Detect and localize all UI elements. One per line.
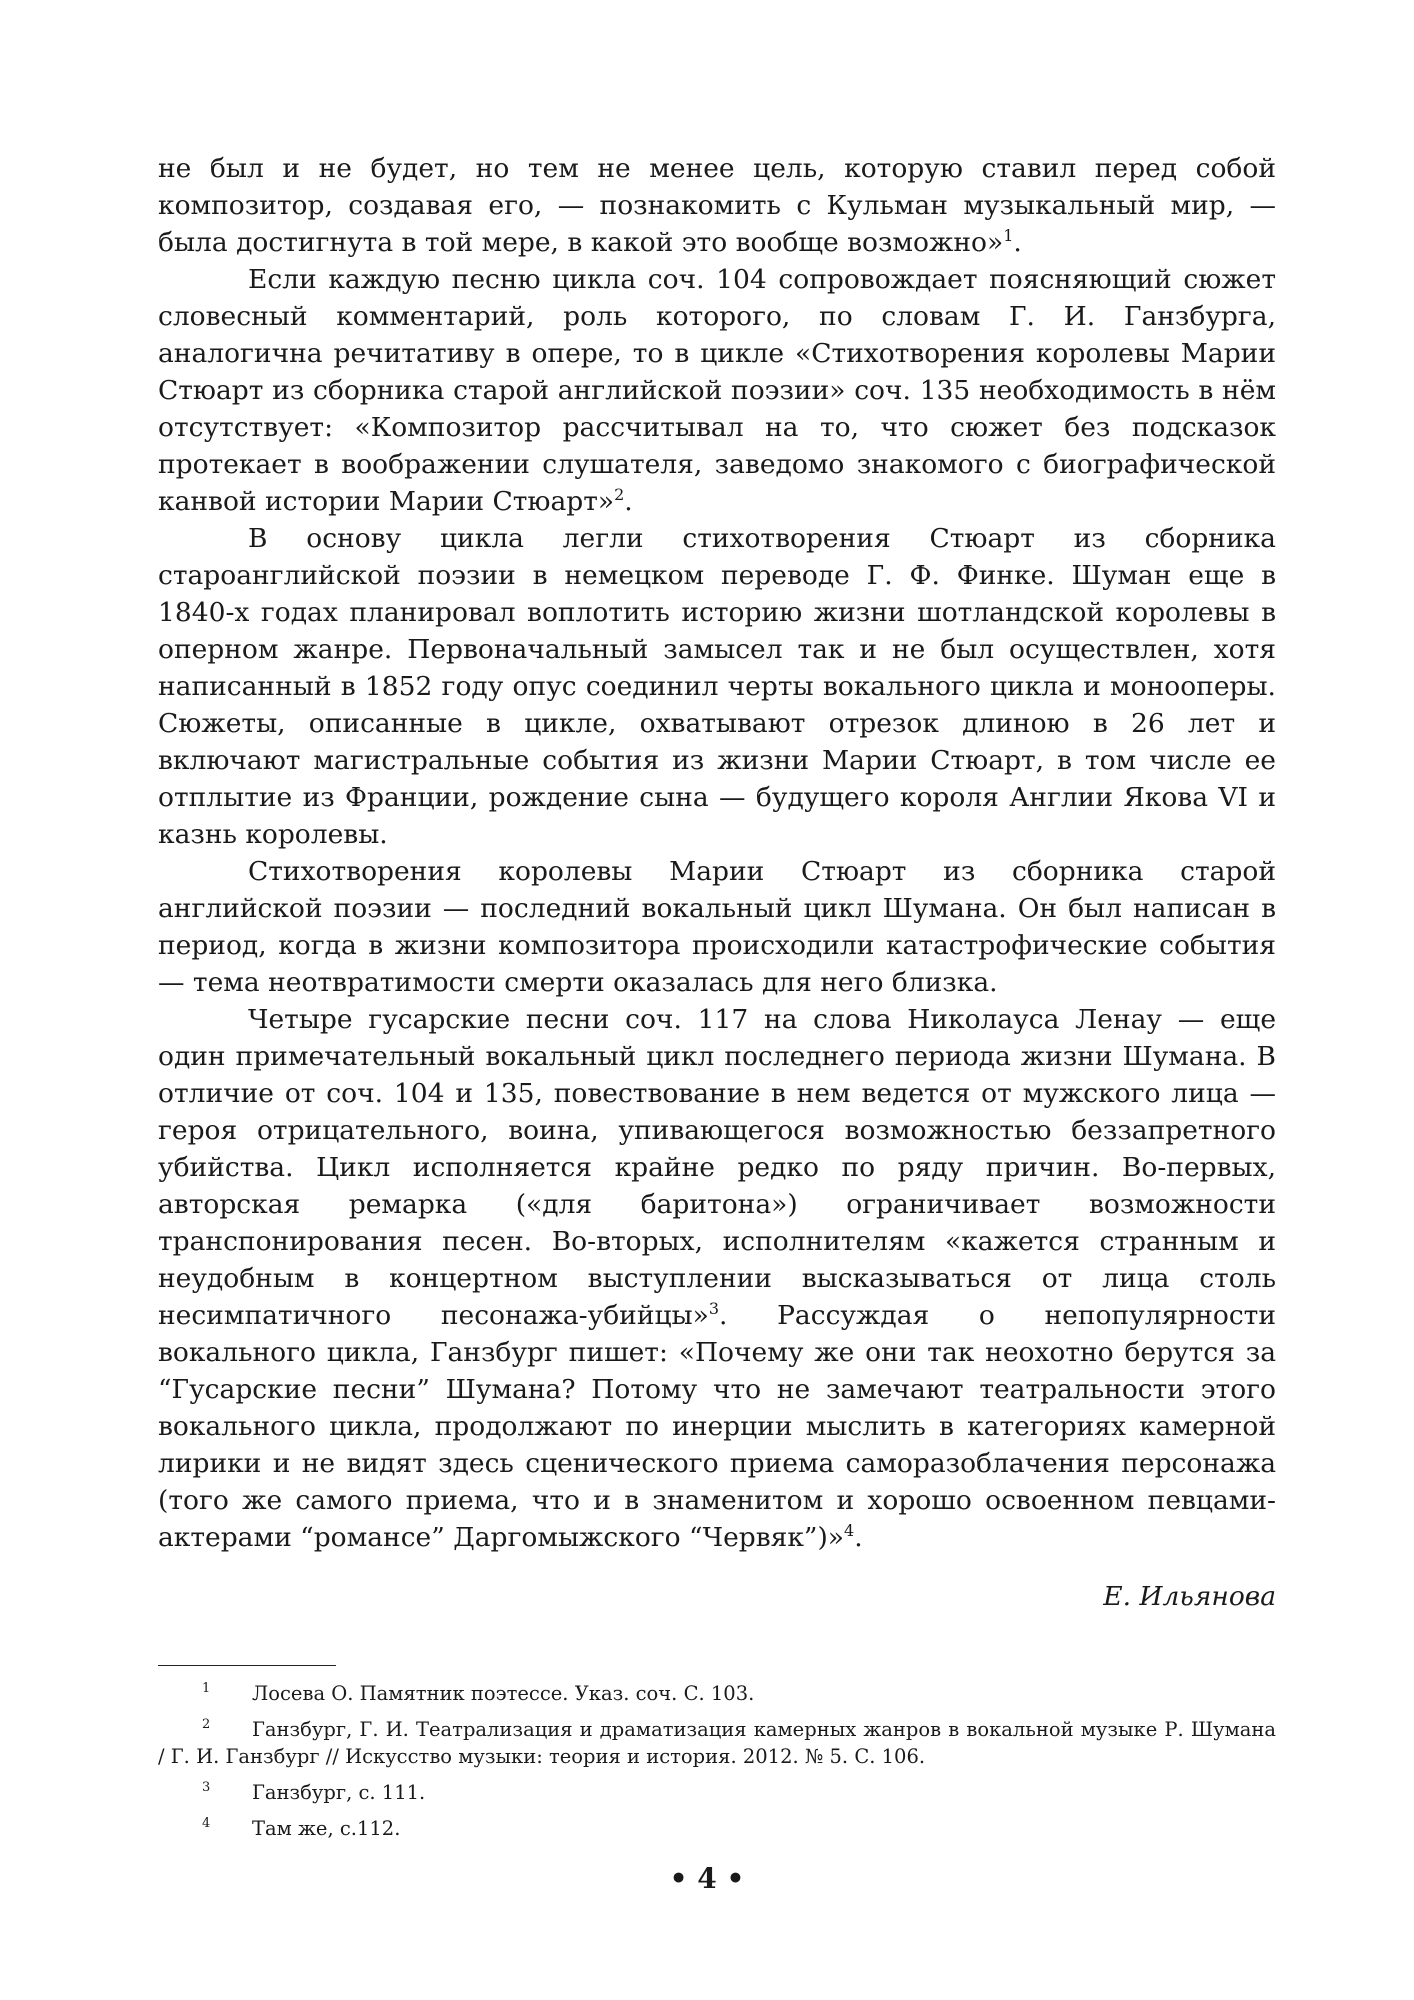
- footnote-ref-3[interactable]: 3: [708, 1299, 720, 1319]
- paragraph-2: Если каждую песню цикла соч. 104 сопровождает поясняющий сюжет словесный комментарий, роль которого, по словам Г. И. Ганзбурга, аналогична речитативу в опере, то в цикле «Стихотворения королевы Марии Стюарт из сборника старой английской поэзии» соч. 135 необходимость в нём отсутствует: «Композитор рассчитывал на то, что сюжет без подсказок протекает в воображении слушателя, заведомо знакомого с биографической канвой истории Марии Стюарт»$^2$.: [158, 264, 1276, 517]
- footnote-3: [158, 1779, 1276, 1806]
- footnote-text: Там же, с.112.: [252, 1817, 401, 1840]
- footnote-ref-1[interactable]: 1: [1003, 226, 1014, 246]
- footnote-text: Ганзбург, с. 111.: [252, 1781, 426, 1804]
- paragraph-4: Стихотворения королевы Марии Стюарт из сборника старой английской поэзии — последний вокальный цикл Шумана. Он был написан в период, когда в жизни композитора происходили катастрофические события — тема неотвратимости смерти оказалась для него близка.: [158, 856, 1276, 998]
- footnote-number: 1: [202, 1681, 211, 1696]
- paragraph-3: В основу цикла легли стихотворения Стюарт из сборника староанглийской поэзии в немецком переводе Г. Ф. Финке. Шуман еще в 1840-х годах планировал воплотить историю жизни шотландской королевы в оперном жанре. Первоначальный замысел так и не был осуществлен, хотя написанный в 1852 году опус соединил черты вокального цикла и монооперы. Сюжеты, описанные в цикле, охватывают отрезок длиною в 26 лет и включают магистральные события из жизни Марии Стюарт, в том числе ее отплытие из Франции, рождение сына — будущего короля Англии Якова VI и казнь королевы.: [158, 523, 1276, 850]
- footnote-text: Лосева О. Памятник поэтессе. Указ. соч. С. 103.: [252, 1682, 755, 1705]
- footnote-4: [158, 1815, 1276, 1842]
- footnote-number: 3: [202, 1780, 211, 1795]
- paragraph-5: Четыре гусарские песни соч. 117 на слова Николауса Ленау — еще один примечательный вокальный цикл последнего периода жизни Шумана. В отличие от соч. 104 и 135, повествование в нем ведется от мужского лица — героя отрицательного, воина, упивающегося возможностью беззапретного убийства. Цикл исполняется крайне редко по ряду причин. Во-первых, авторская ремарка («для баритона») ограничивает возможности транспонирования песен. Во-вторых, исполнителям «кажется странным и неудобным в концертном выступлении высказываться от лица столь несимпатичного песонажа-убийцы»$^3$. Рассуждая о непопулярности вокального цикла, Ганзбург пишет: «Почему же они так неохотно берутся за “Гусарские песни” Шумана? Потому что не замечают театральности этого вокального цикла, продолжают по инерции мыслить в категориях камерной лирики и не видят здесь сценического приема саморазоблачения персонажа (того же самого приема, что и в знаменитом и хорошо освоенном певцами-актерами “романсе” Даргомыжского “Червяк”)»$^4$.: [158, 1004, 1276, 1553]
- footnote-ref-2[interactable]: 2: [614, 485, 625, 505]
- footnote-ref-4[interactable]: 4: [844, 1521, 855, 1541]
- footnote-1: [158, 1680, 1276, 1707]
- page-number: • 4 •: [669, 1862, 745, 1895]
- author-signature: Е. Ильянова: [1103, 1581, 1276, 1612]
- footnote-2: [158, 1716, 1276, 1770]
- footnotes-section: [158, 1665, 1276, 1851]
- footnote-text: Ганзбург, Г. И. Театрализация и драматизация камерных жанров в вокальной музыке Р. Шумана / Г. И. Ганзбург // Искусство музыки: теория и история. 2012. № 5. С. 106.: [158, 1718, 1276, 1768]
- footnote-number: 2: [202, 1717, 211, 1732]
- main-text: [158, 150, 1276, 1615]
- footnote-divider: [158, 1665, 336, 1666]
- paragraph-1: не был и не будет, но тем не менее цель, которую ставил перед собой композитор, создавая его, — познакомить с Кульман музыкальный мир, — была достигнута в той мере, в какой это вообще возможно»$^1$.: [158, 153, 1276, 258]
- footnote-number: 4: [202, 1816, 211, 1831]
